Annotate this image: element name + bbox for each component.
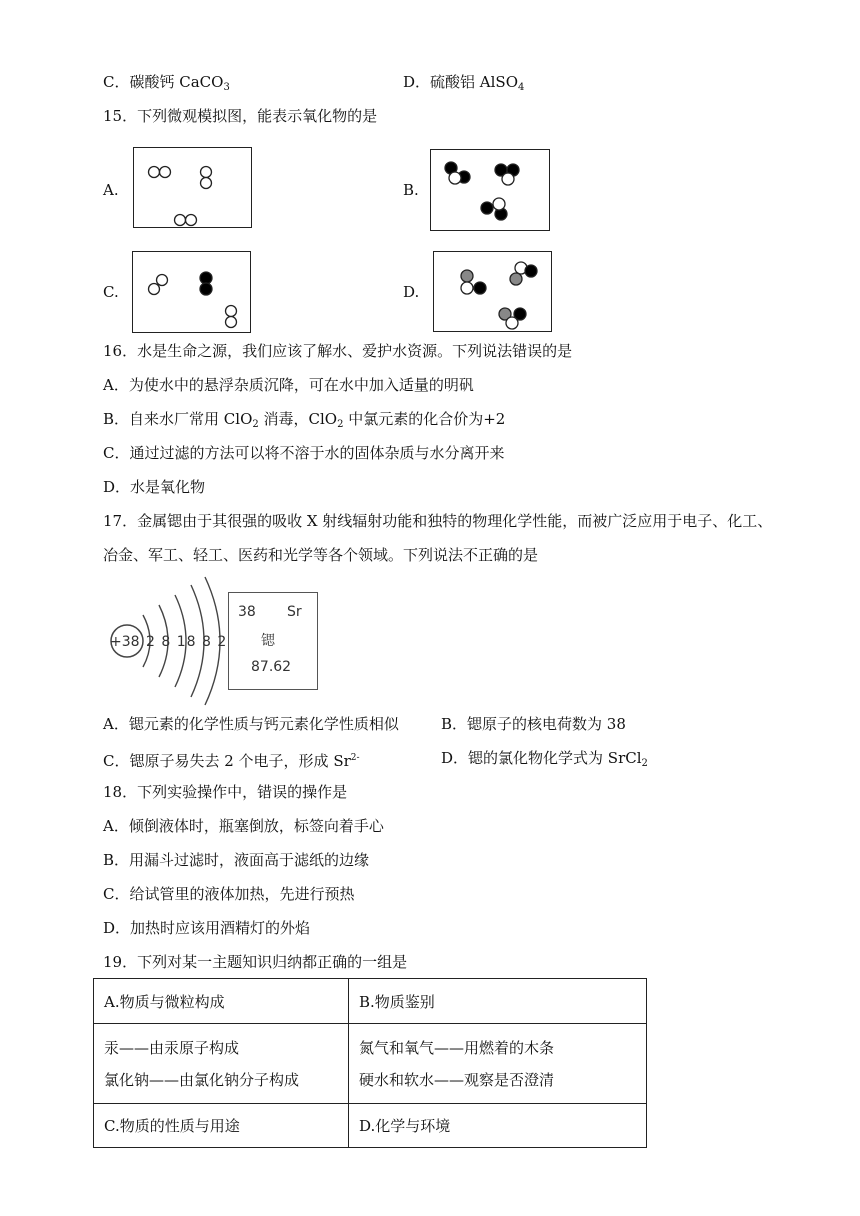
cell-d-heading-text: D.化学与环境 xyxy=(359,1117,451,1135)
q16-option-b-part2: 消毒，ClO xyxy=(258,410,338,428)
q16-option-b-part3: 中氯元素的化合价为+2 xyxy=(343,410,506,428)
q15-diagram-c xyxy=(132,251,251,333)
q16-option-d: D．水是氧化物 xyxy=(103,478,206,496)
q17-option-a: A．锶元素的化学性质与钙元素化学性质相似 xyxy=(103,715,399,733)
cell-a-content xyxy=(94,1024,349,1104)
q14-option-d-sub: 4 xyxy=(518,82,525,93)
q16-option-b-sub2: 2 xyxy=(337,419,344,430)
element-name: 锶 xyxy=(261,633,275,649)
q16-option-b-sub1: 2 xyxy=(252,419,259,430)
q16-option-c: C．通过过滤的方法可以将不溶于水的固体杂质与水分离开来 xyxy=(103,444,505,462)
nucleus-charge: +38 xyxy=(110,634,140,650)
cell-c-heading xyxy=(94,1104,349,1148)
q17-option-c-text: C．锶原子易失去 2 个电子，形成 Sr xyxy=(103,752,351,770)
cell-a-line2: 氯化钠——由氯化钠分子构成 xyxy=(104,1070,300,1089)
cell-a-line1: 汞——由汞原子构成 xyxy=(104,1038,240,1057)
q15-molecules-c xyxy=(133,252,250,332)
q15-diagram-a xyxy=(133,147,252,228)
cell-b-line1: 氮气和氧气——用燃着的木条 xyxy=(359,1038,555,1057)
q18-option-b: B．用漏斗过滤时，液面高于滤纸的边缘 xyxy=(103,851,370,869)
q18-stem: 18．下列实验操作中，错误的操作是 xyxy=(103,783,348,801)
q14-option-c-sub: 3 xyxy=(223,82,230,93)
cell-c-heading-text: C.物质的性质与用途 xyxy=(104,1117,240,1135)
q19-knowledge-table xyxy=(93,978,647,1148)
q18-option-a: A．倾倒液体时，瓶塞倒放，标签向着手心 xyxy=(103,817,384,835)
q18-option-c: C．给试管里的液体加热，先进行预热 xyxy=(103,885,355,903)
cell-a-heading-text: A.物质与微粒构成 xyxy=(104,992,225,1011)
q16-stem: 16．水是生命之源，我们应该了解水、爱护水资源。下列说法错误的是 xyxy=(103,342,573,360)
q15-label-c: C. xyxy=(103,283,119,301)
cell-b-heading xyxy=(349,979,647,1024)
atomic-mass: 87.62 xyxy=(251,659,292,675)
q14-option-d-text: D．硫酸铝 AlSO xyxy=(403,73,518,91)
q15-diagram-b xyxy=(430,149,550,231)
cell-b-line2: 硬水和软水——观察是否澄清 xyxy=(359,1070,555,1089)
q19-stem: 19．下列对某一主题知识归纳都正确的一组是 xyxy=(103,953,408,971)
element-card-sr xyxy=(228,592,318,690)
q15-molecules-d xyxy=(434,252,551,331)
q16-option-a: A．为使水中的悬浮杂质沉降，可在水中加入适量的明矾 xyxy=(103,376,474,394)
electron-shells: 2 8 18 8 2 xyxy=(146,634,228,650)
q17-option-d xyxy=(441,748,648,774)
q14-option-d xyxy=(403,72,524,98)
q15-molecules-b xyxy=(431,150,549,230)
table-row xyxy=(94,979,647,1024)
element-symbol: Sr xyxy=(287,604,302,620)
q15-label-a: A. xyxy=(103,181,119,199)
q14-option-c-text: C．碳酸钙 CaCO xyxy=(103,73,224,91)
q17-option-c-sup: 2- xyxy=(350,753,360,763)
q17-option-d-sub: 2 xyxy=(641,758,648,769)
q18-option-d: D．加热时应该用酒精灯的外焰 xyxy=(103,919,311,937)
q17-stem-line2: 冶金、军工、轻工、医药和光学等各个领域。下列说法不正确的是 xyxy=(103,546,539,564)
q14-option-c xyxy=(103,72,230,98)
q16-option-b-part1: B．自来水厂常用 ClO xyxy=(103,410,253,428)
cell-a-heading xyxy=(94,979,349,1024)
q15-label-b: B. xyxy=(403,181,419,199)
q17-option-c xyxy=(103,748,360,771)
cell-d-heading xyxy=(349,1104,647,1148)
cell-b-content xyxy=(349,1024,647,1104)
q17-option-d-text: D．锶的氯化物化学式为 SrCl xyxy=(441,749,642,767)
table-row xyxy=(94,1104,647,1148)
q15-diagram-d xyxy=(433,251,552,332)
q15-label-d: D. xyxy=(403,283,420,301)
q16-option-b xyxy=(103,409,505,435)
q15-molecules-a xyxy=(134,148,251,227)
table-row xyxy=(94,1024,647,1104)
atomic-number: 38 xyxy=(238,604,256,620)
q15-stem: 15．下列微观模拟图，能表示氧化物的是 xyxy=(103,107,378,125)
cell-b-heading-text: B.物质鉴别 xyxy=(359,992,435,1011)
q17-option-b: B．锶原子的核电荷数为 38 xyxy=(441,715,626,733)
q17-stem-line1: 17．金属锶由于其很强的吸收 X 射线辐射功能和独特的物理化学性能，而被广泛应用于电子、化工、 xyxy=(103,512,773,530)
